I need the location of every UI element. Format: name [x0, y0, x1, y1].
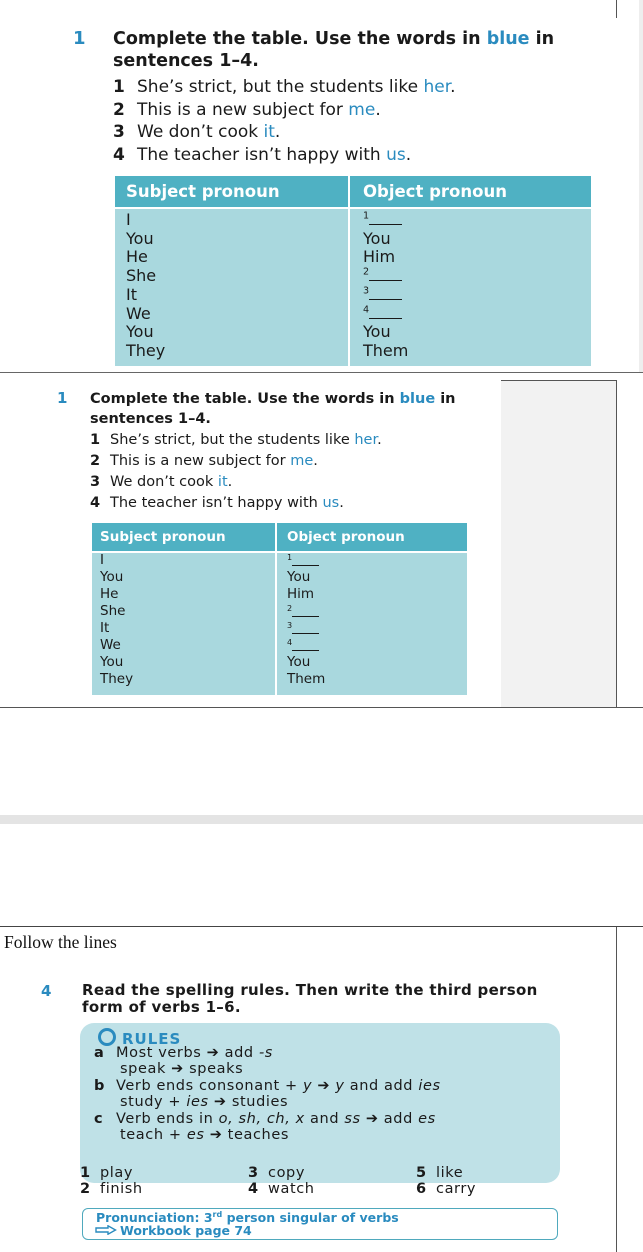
exercise-number: 1	[73, 28, 86, 49]
header-divider	[92, 551, 467, 553]
caption-text: Follow the lines	[4, 932, 117, 952]
sentence-blue-word: us	[386, 145, 406, 166]
rules-box	[80, 1023, 560, 1183]
table-header	[92, 523, 467, 551]
pronoun-table	[115, 176, 591, 366]
sentence-blue-word: it	[217, 474, 228, 490]
answer-blank	[292, 649, 319, 651]
answer-blank	[369, 223, 402, 225]
object-cell: Him	[287, 586, 315, 602]
instruction-blue-word: blue	[486, 29, 530, 49]
gap-number: 2	[287, 603, 293, 613]
rule-italic: -s	[258, 1045, 273, 1061]
sentence-item	[113, 100, 381, 120]
rule-text: teach +	[120, 1127, 187, 1143]
side-panel	[501, 380, 617, 708]
rule-letter: a	[94, 1045, 105, 1061]
instruction-text: Complete the table. Use the words in	[113, 29, 487, 49]
sentence-text: We don’t cook	[137, 122, 264, 143]
answer-blank	[369, 317, 402, 319]
rule-italic: ies	[418, 1078, 441, 1094]
rule-italic: ss	[344, 1111, 361, 1127]
subject-cell: He	[100, 586, 119, 602]
gap-number: 1	[363, 210, 370, 222]
exercise-4	[0, 926, 643, 1252]
sentence-number: 2	[90, 453, 101, 469]
rule-item	[94, 1078, 441, 1094]
pronoun-table	[92, 523, 467, 695]
subject-cell: She	[126, 266, 157, 286]
sentence-blue-word: me	[348, 99, 376, 120]
rule-text: study +	[120, 1094, 187, 1110]
sentence-text: The teacher isn’t happy with	[137, 145, 387, 166]
sentence-text: .	[274, 122, 281, 143]
rule-text: Most verbs ➔ add	[116, 1045, 259, 1061]
pronunciation-box	[82, 1208, 558, 1240]
sentence-text: .	[377, 432, 382, 448]
exercise-instruction	[113, 28, 583, 72]
rule-italic: es	[186, 1127, 205, 1143]
object-cell	[287, 637, 319, 655]
object-cell	[287, 620, 319, 638]
sentence-number: 3	[90, 474, 101, 490]
rule-item	[94, 1111, 436, 1127]
sentence-number: 3	[113, 122, 125, 143]
column-divider	[275, 523, 277, 695]
rule-italic: y	[335, 1078, 345, 1094]
divider	[616, 380, 617, 708]
divider	[0, 707, 643, 708]
sentence-blue-word: it	[263, 122, 275, 143]
rule-text: ➔ teaches	[204, 1127, 290, 1143]
rule-example	[120, 1094, 288, 1110]
sentence-text: .	[375, 99, 381, 120]
sentence-text: .	[450, 77, 456, 97]
header-divider	[115, 207, 591, 209]
exercise-number: 4	[41, 982, 52, 1000]
rule-letter: b	[94, 1078, 105, 1094]
verb-item	[80, 1181, 143, 1197]
sentence-text: .	[227, 474, 233, 490]
object-cell: You	[287, 569, 311, 585]
instruction-text: in sentences 1–4.	[113, 29, 555, 71]
object-cell: You	[363, 322, 391, 342]
rule-item	[94, 1045, 273, 1061]
verb-word: play	[100, 1165, 134, 1181]
sentence-blue-word: her	[354, 432, 378, 448]
rule-text: and	[304, 1111, 345, 1127]
rule-text: ➔ add	[360, 1111, 419, 1127]
subject-cell: I	[126, 210, 131, 229]
answer-blank	[292, 615, 319, 617]
subject-cell: I	[100, 552, 104, 568]
rule-example	[120, 1127, 289, 1143]
verb-word: copy	[268, 1165, 306, 1181]
rule-text: ➔ studies	[208, 1094, 289, 1110]
rule-example	[120, 1061, 243, 1077]
object-cell: Him	[363, 247, 396, 267]
sentence-text: .	[313, 453, 318, 469]
sentence-number: 4	[113, 145, 125, 166]
sentence-number: 2	[113, 99, 125, 120]
verb-number: 6	[416, 1181, 427, 1197]
object-cell: You	[287, 654, 311, 670]
subject-cell: You	[126, 322, 154, 342]
answer-blank	[292, 632, 319, 634]
gap-number: 1	[287, 552, 293, 562]
rule-letter: c	[94, 1111, 104, 1127]
sentence-item	[113, 77, 456, 97]
pronunciation-text: person singular of verbs	[222, 1210, 399, 1226]
verb-number: 1	[80, 1165, 91, 1181]
sentence-text: She’s strict, but the students like	[137, 77, 424, 97]
subject-cell: We	[126, 303, 151, 323]
sentence-item	[90, 474, 232, 490]
verb-word: finish	[100, 1181, 143, 1197]
rule-text: speak ➔ speaks	[120, 1061, 244, 1077]
instruction-text: in sentences 1–4.	[90, 391, 456, 427]
verb-word: like	[436, 1165, 464, 1181]
sentence-text: This is a new subject for	[110, 453, 291, 469]
answer-blank	[369, 279, 402, 281]
sentence-text: We don’t cook	[110, 474, 218, 490]
gap-number: 4	[287, 637, 293, 647]
subject-cell: You	[126, 228, 154, 248]
object-cell	[287, 552, 319, 570]
sentence-item	[113, 145, 411, 165]
verb-number: 4	[248, 1181, 259, 1197]
subject-cell: She	[100, 603, 126, 619]
gap-number: 3	[287, 620, 293, 630]
verb-word: carry	[436, 1181, 477, 1197]
pronunciation-sup: rd	[212, 1210, 223, 1219]
subject-cell: It	[126, 284, 137, 304]
subject-cell: They	[100, 671, 134, 687]
verb-number: 2	[80, 1181, 91, 1197]
header-object-pronoun: Object pronoun	[363, 182, 507, 201]
divider	[639, 0, 643, 372]
subject-cell: We	[100, 637, 121, 653]
rule-text: Verb ends in	[116, 1111, 219, 1127]
verb-item	[248, 1181, 315, 1197]
rule-text: Verb ends consonant +	[116, 1078, 303, 1094]
rule-italic: es	[418, 1111, 436, 1127]
object-cell	[287, 603, 319, 621]
header-subject-pronoun: Subject pronoun	[100, 529, 226, 545]
sentence-blue-word: me	[290, 453, 314, 469]
rule-text: ➔	[312, 1078, 336, 1094]
verb-number: 3	[248, 1165, 259, 1181]
object-cell	[363, 266, 402, 285]
rule-italic: o, sh, ch, x	[218, 1111, 305, 1127]
answer-blank	[369, 298, 402, 300]
circle-icon	[98, 1028, 116, 1046]
sentence-text: .	[339, 495, 344, 511]
divider	[616, 927, 617, 1252]
header-subject-pronoun: Subject pronoun	[126, 182, 280, 201]
verb-item	[248, 1165, 305, 1181]
sentence-blue-word: her	[423, 77, 451, 97]
object-cell: Them	[363, 340, 409, 360]
workbook-text: Workbook page 74	[120, 1223, 252, 1238]
rule-text: and add	[344, 1078, 419, 1094]
subject-cell: You	[100, 569, 124, 585]
exercise-instruction: Read the spelling rules. Then write the third person form of verbs 1–6.	[82, 981, 538, 1016]
object-cell: You	[363, 228, 391, 248]
sentence-item	[90, 432, 382, 448]
verb-item	[416, 1181, 476, 1197]
exercise-1-large	[0, 0, 643, 372]
separator-band	[0, 815, 643, 824]
arrow-icon	[95, 1223, 117, 1238]
sentence-text: The teacher isn’t happy with	[110, 495, 323, 511]
sentence-item	[113, 122, 280, 142]
sentence-item	[90, 453, 318, 469]
header-object-pronoun: Object pronoun	[287, 529, 405, 545]
rule-italic: ies	[186, 1094, 209, 1110]
sentence-text: This is a new subject for	[137, 99, 349, 120]
subject-cell: It	[100, 620, 110, 636]
exercise-instruction	[90, 389, 490, 429]
object-cell: Them	[287, 671, 326, 687]
column-divider	[348, 176, 350, 366]
gap-number: 4	[363, 304, 370, 316]
gap-number: 2	[363, 266, 370, 278]
sentence-number: 1	[113, 77, 125, 97]
instruction-blue-word: blue	[399, 391, 436, 407]
verb-item	[80, 1165, 133, 1181]
subject-cell: They	[126, 340, 166, 360]
divider	[0, 372, 643, 373]
object-cell	[363, 304, 402, 323]
exercise-1-small	[0, 372, 643, 708]
sentence-blue-word: us	[322, 495, 340, 511]
exercise-number: 1	[57, 389, 68, 407]
gap-number: 3	[363, 285, 370, 297]
sentence-number: 4	[90, 495, 101, 511]
verb-number: 5	[416, 1165, 427, 1181]
sentence-text: She’s strict, but the students like	[110, 432, 355, 448]
sentence-text: .	[405, 145, 412, 166]
sentence-item	[90, 495, 344, 511]
table-header	[115, 176, 591, 207]
sentence-number: 1	[90, 432, 101, 448]
workbook-reference	[95, 1223, 252, 1238]
verb-item	[416, 1165, 463, 1181]
verb-word: watch	[268, 1181, 315, 1197]
object-cell	[363, 210, 402, 229]
pronunciation-text: Pronunciation: 3	[96, 1210, 213, 1226]
object-cell	[363, 285, 402, 304]
rule-italic: y	[302, 1078, 313, 1094]
subject-cell: You	[100, 654, 124, 670]
divider	[616, 0, 617, 18]
instruction-text: Complete the table. Use the words in	[90, 391, 400, 407]
rules-title-text: RULES	[122, 1030, 182, 1048]
answer-blank	[292, 564, 319, 566]
subject-cell: He	[126, 247, 148, 267]
